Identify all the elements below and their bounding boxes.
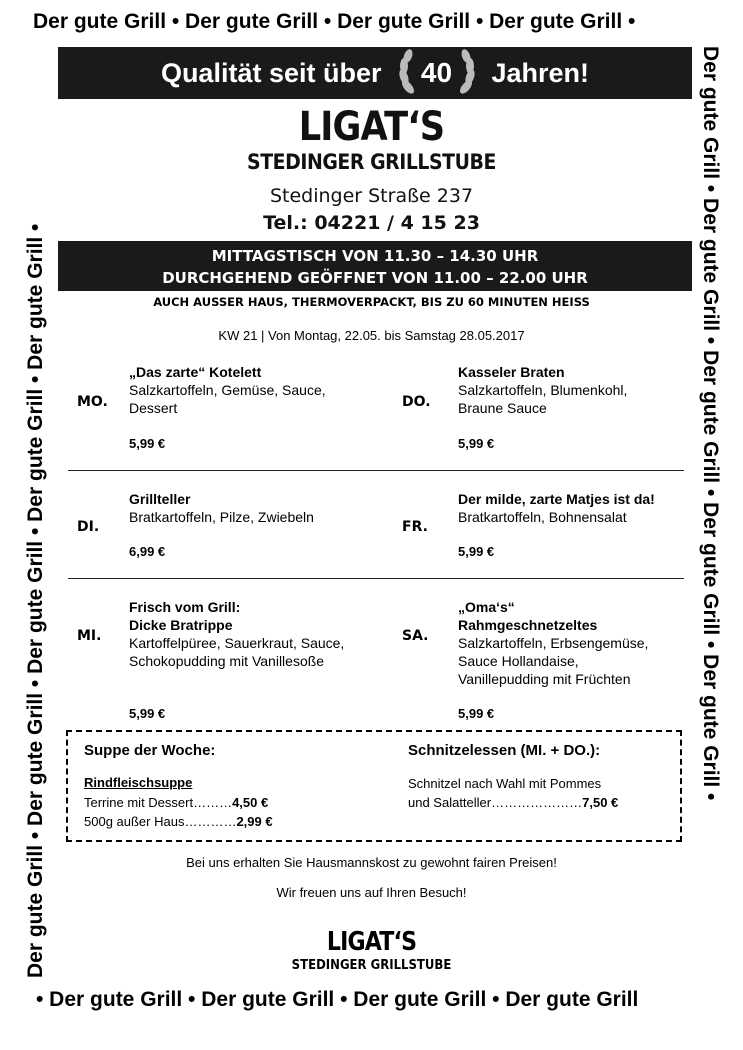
price-di: 6,99 € bbox=[129, 544, 166, 559]
border-left-text: Der gute Grill • Der gute Grill • Der gute Grill • Der gute Grill • Der gute Grill • bbox=[24, 223, 47, 978]
dish-name: Dicke Bratrippe bbox=[129, 617, 233, 633]
dish-side: Salzkartoffeln, Erbsengemüse, bbox=[458, 635, 649, 651]
border-right-text: Der gute Grill • Der gute Grill • Der gute Grill • Der gute Grill • Der gute Grill • bbox=[699, 46, 722, 801]
dish-mo bbox=[129, 363, 326, 417]
hours-banner bbox=[58, 241, 692, 291]
address: Stedinger Straße 237 bbox=[269, 185, 474, 207]
banner-text-left: Qualität seit über bbox=[160, 57, 382, 88]
closing-line-1: Bei uns erhalten Sie Hausmannskost zu gewohnt fairen Preisen! bbox=[186, 855, 557, 870]
dish-fr bbox=[458, 490, 655, 526]
day-label-do: DO. bbox=[402, 394, 431, 410]
dish-name: Frisch vom Grill: bbox=[129, 599, 241, 615]
schnitzel-line-2 bbox=[408, 795, 618, 810]
soup-name-text: Rindfleischsuppe bbox=[84, 775, 193, 790]
dish-side: Schokopudding mit Vanillesoße bbox=[129, 653, 325, 669]
schnitzel-title: Schnitzelessen (MI. + DO.): bbox=[408, 742, 601, 759]
laurel-wreath-icon bbox=[392, 47, 482, 99]
price-mo: 5,99 € bbox=[129, 436, 166, 451]
closing-line-2: Wir freuen uns auf Ihren Besuch! bbox=[276, 885, 467, 900]
dish-side: Sauce Hollandaise, bbox=[458, 653, 579, 669]
banner-number: 40 bbox=[420, 57, 453, 88]
schnitzel-line-1: Schnitzel nach Wahl mit Pommes bbox=[408, 776, 602, 791]
border-top-text: Der gute Grill • Der gute Grill • Der gute Grill • Der gute Grill • bbox=[33, 10, 636, 33]
dish-name: „Oma‘s“ bbox=[458, 599, 515, 615]
day-label-sa: SA. bbox=[402, 628, 429, 644]
price-sa: 5,99 € bbox=[458, 706, 495, 721]
day-label-fr: FR. bbox=[402, 519, 428, 535]
opening-hours: DURCHGEHEND GEÖFFNET VON 11.00 – 22.00 UHR bbox=[162, 269, 588, 287]
dish-side: Vanillepudding mit Früchten bbox=[458, 671, 631, 687]
dish-side: Dessert bbox=[129, 400, 178, 416]
takeaway-note: AUCH AUSSER HAUS, THERMOVERPACKT, BIS ZU 60 MINUTEN HEISS bbox=[153, 295, 590, 309]
border-bottom-text: • Der gute Grill • Der gute Grill • Der gute Grill • Der gute Grill bbox=[36, 988, 639, 1011]
quality-banner bbox=[58, 47, 692, 99]
week-range: KW 21 | Von Montag, 22.05. bis Samstag 28.05.2017 bbox=[218, 328, 525, 343]
phone-number: Tel.: 04221 / 4 15 23 bbox=[263, 212, 480, 234]
dish-sa bbox=[458, 598, 648, 688]
logo-subtitle: STEDINGER GRILLSTUBE bbox=[247, 150, 496, 174]
dish-side: Salzkartoffeln, Gemüse, Sauce, bbox=[129, 382, 326, 398]
day-label-mo: MO. bbox=[77, 394, 108, 410]
footer-logo-title: LIGAT‘S bbox=[326, 927, 417, 957]
dish-mi bbox=[129, 598, 344, 670]
footer-logo-subtitle: STEDINGER GRILLSTUBE bbox=[291, 958, 452, 973]
dish-side: Salzkartoffeln, Blumenkohl, bbox=[458, 382, 628, 398]
day-label-di: DI. bbox=[77, 519, 100, 535]
soup-line-1-text: Terrine mit Dessert……… bbox=[84, 795, 233, 810]
schnitzel-line-2-text: und Salatteller………………… bbox=[408, 795, 583, 810]
row-divider bbox=[68, 470, 684, 471]
soup-price-1: 4,50 € bbox=[232, 795, 269, 810]
dish-name: Grillteller bbox=[129, 491, 191, 507]
dish-di bbox=[129, 490, 314, 526]
dish-side: Braune Sauce bbox=[458, 400, 547, 416]
schnitzel-price: 7,50 € bbox=[582, 795, 619, 810]
day-label-mi: MI. bbox=[77, 628, 102, 644]
banner-text-right: Jahren! bbox=[491, 57, 590, 88]
lunch-hours: MITTAGSTISCH VON 11.30 – 14.30 UHR bbox=[211, 247, 539, 265]
price-mi: 5,99 € bbox=[129, 706, 166, 721]
logo-title: LIGAT‘S bbox=[298, 104, 445, 150]
soup-line-2-text: 500g außer Haus………… bbox=[84, 814, 237, 829]
dish-side: Bratkartoffeln, Pilze, Zwiebeln bbox=[129, 509, 314, 525]
soup-line-1 bbox=[84, 795, 268, 810]
row-divider bbox=[68, 578, 684, 579]
price-do: 5,99 € bbox=[458, 436, 495, 451]
dish-side: Bratkartoffeln, Bohnensalat bbox=[458, 509, 627, 525]
dish-name: Der milde, zarte Matjes ist da! bbox=[458, 491, 655, 507]
dish-name: Rahmgeschnetzeltes bbox=[458, 617, 598, 633]
dish-do bbox=[458, 363, 627, 417]
soup-line-2 bbox=[84, 814, 273, 829]
dish-side: Kartoffelpüree, Sauerkraut, Sauce, bbox=[129, 635, 345, 651]
price-fr: 5,99 € bbox=[458, 544, 495, 559]
dish-name: „Das zarte“ Kotelett bbox=[129, 364, 262, 380]
soup-name bbox=[84, 775, 192, 790]
soup-title: Suppe der Woche: bbox=[84, 742, 216, 759]
dish-name: Kasseler Braten bbox=[458, 364, 565, 380]
soup-price-2: 2,99 € bbox=[236, 814, 273, 829]
